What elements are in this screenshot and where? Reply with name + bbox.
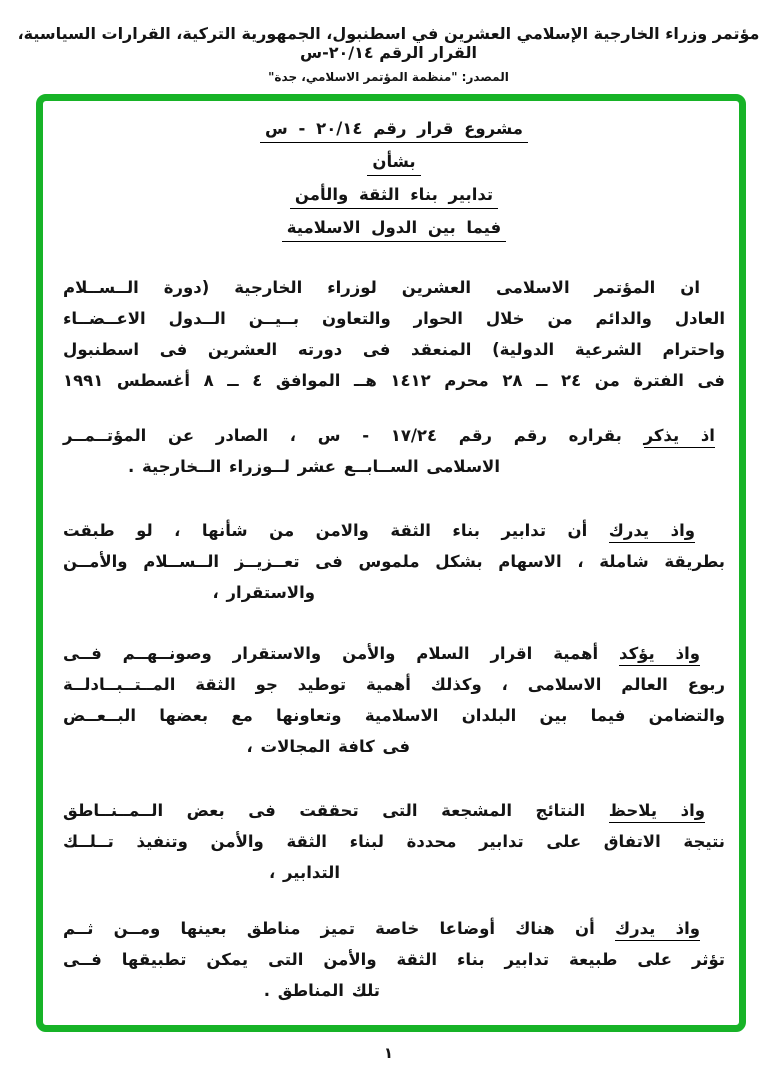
text-line: [63, 857, 725, 888]
text-line: [63, 731, 725, 762]
lead-phrase: واذ يلاحظ: [609, 801, 705, 823]
preamble-paragraph: [63, 638, 725, 762]
line-text: أن هناك أوضاعا خاصة تميز مناطق بعينها ومــن ثــم: [63, 919, 615, 938]
title-text: مشروع قرار رقم ٢٠/١٤ - س: [260, 119, 528, 143]
preamble-paragraph: [63, 420, 725, 482]
preamble-paragraph: [63, 913, 725, 1006]
text-line: [63, 975, 725, 1006]
line-text: ربوع العالم الاسلامى ، وكذلك أهمية توطيد جو الثقة المــتــبــادلــة: [63, 675, 725, 694]
line-text: والاستقرار ،: [212, 583, 315, 602]
text-line: [63, 303, 725, 334]
text-line: [63, 700, 725, 731]
document-header: [0, 24, 777, 84]
title-line: [63, 115, 725, 148]
line-text: النتائج المشجعة التى تحققت فى بعض الــمــنــاطق: [63, 801, 609, 820]
text-line: [63, 420, 725, 451]
document-body: [43, 101, 739, 1006]
text-line: [63, 944, 725, 975]
lead-phrase: واذ يدرك: [615, 919, 700, 941]
text-line: [63, 451, 725, 482]
lead-phrase: واذ يدرك: [609, 521, 695, 543]
text-line: [63, 795, 725, 826]
line-text: العادل والدائم من خلال الحوار والتعاون بــيــن الــدول الاعــضــاء: [63, 309, 725, 328]
text-line: [63, 638, 725, 669]
line-text: ان المؤتمر الاسلامى العشرين لوزراء الخارجية (دورة الــســلام: [63, 278, 700, 297]
text-line: [63, 913, 725, 944]
text-line: [63, 272, 725, 303]
lead-phrase: واذ يؤكد: [619, 644, 700, 666]
title-text: فيما بين الدول الاسلامية: [282, 218, 506, 242]
header-title-line: مؤتمر وزراء الخارجية الإسلامي العشرين في اسطنبول، الجمهورية التركية، القرارات السياسية، القرار الرقم ٢٠/١٤-س: [17, 24, 760, 62]
line-text: بقراره رقم رقم ١٧/٢٤ - س ، الصادر عن المؤتــمــر: [63, 426, 644, 445]
line-text: تلك المناطق .: [263, 981, 380, 1000]
line-text: تؤثر على طبيعة تدابير بناء الثقة والأمن التى يمكن تطبيقها فــى: [63, 950, 725, 969]
line-text: نتيجة الاتفاق على تدابير محددة لبناء الثقة والأمن وتنفيذ تــلــك: [63, 832, 725, 851]
title-line: [63, 214, 725, 247]
page-number: ١: [383, 1044, 394, 1062]
line-text: الاسلامى الســابــع عشر لــوزراء الــخارجية .: [127, 457, 500, 476]
text-line: [63, 577, 725, 608]
line-text: أهمية اقرار السلام والأمن والاستقرار وصونــهــم فــى: [63, 644, 620, 663]
preamble-paragraph: [63, 515, 725, 608]
text-line: [63, 546, 725, 577]
green-border-frame: [36, 94, 746, 1032]
line-text: التدابير ،: [269, 863, 340, 882]
lead-phrase: اذ يذكر: [644, 426, 715, 448]
text-line: [63, 826, 725, 857]
line-text: أن تدابير بناء الثقة والامن من شأنها ، لو طبقت: [63, 521, 609, 540]
title-text: بشأن: [367, 152, 420, 176]
resolution-title-block: [63, 115, 725, 247]
line-text: فى كافة المجالات ،: [246, 737, 410, 756]
text-line: [63, 334, 725, 365]
preamble-paragraph: [63, 272, 725, 396]
title-line: [63, 181, 725, 214]
line-text: واحترام الشرعية الدولية) المنعقد فى دورته العشرين فى اسطنبول: [63, 340, 725, 359]
title-text: تدابير بناء الثقة والأمن: [290, 185, 498, 209]
text-line: [63, 365, 725, 396]
line-text: فى الفترة من ٢٤ ــ ٢٨ محرم ١٤١٢ هــ الموافق ٤ ــ ٨ أغسطس ١٩٩١: [63, 371, 725, 390]
header-source-line: المصدر: "منظمة المؤتمر الاسلامي، جدة": [268, 70, 509, 84]
title-line: [63, 148, 725, 181]
text-line: [63, 669, 725, 700]
preamble-paragraph: [63, 795, 725, 888]
line-text: بطريقة شاملة ، الاسهام بشكل ملموس فى تعــزيــز الــســلام والأمــن: [63, 552, 725, 571]
line-text: والتضامن فيما بين البلدان الاسلامية وتعاونها مع بعضها البــعــض: [63, 706, 725, 725]
text-line: [63, 515, 725, 546]
